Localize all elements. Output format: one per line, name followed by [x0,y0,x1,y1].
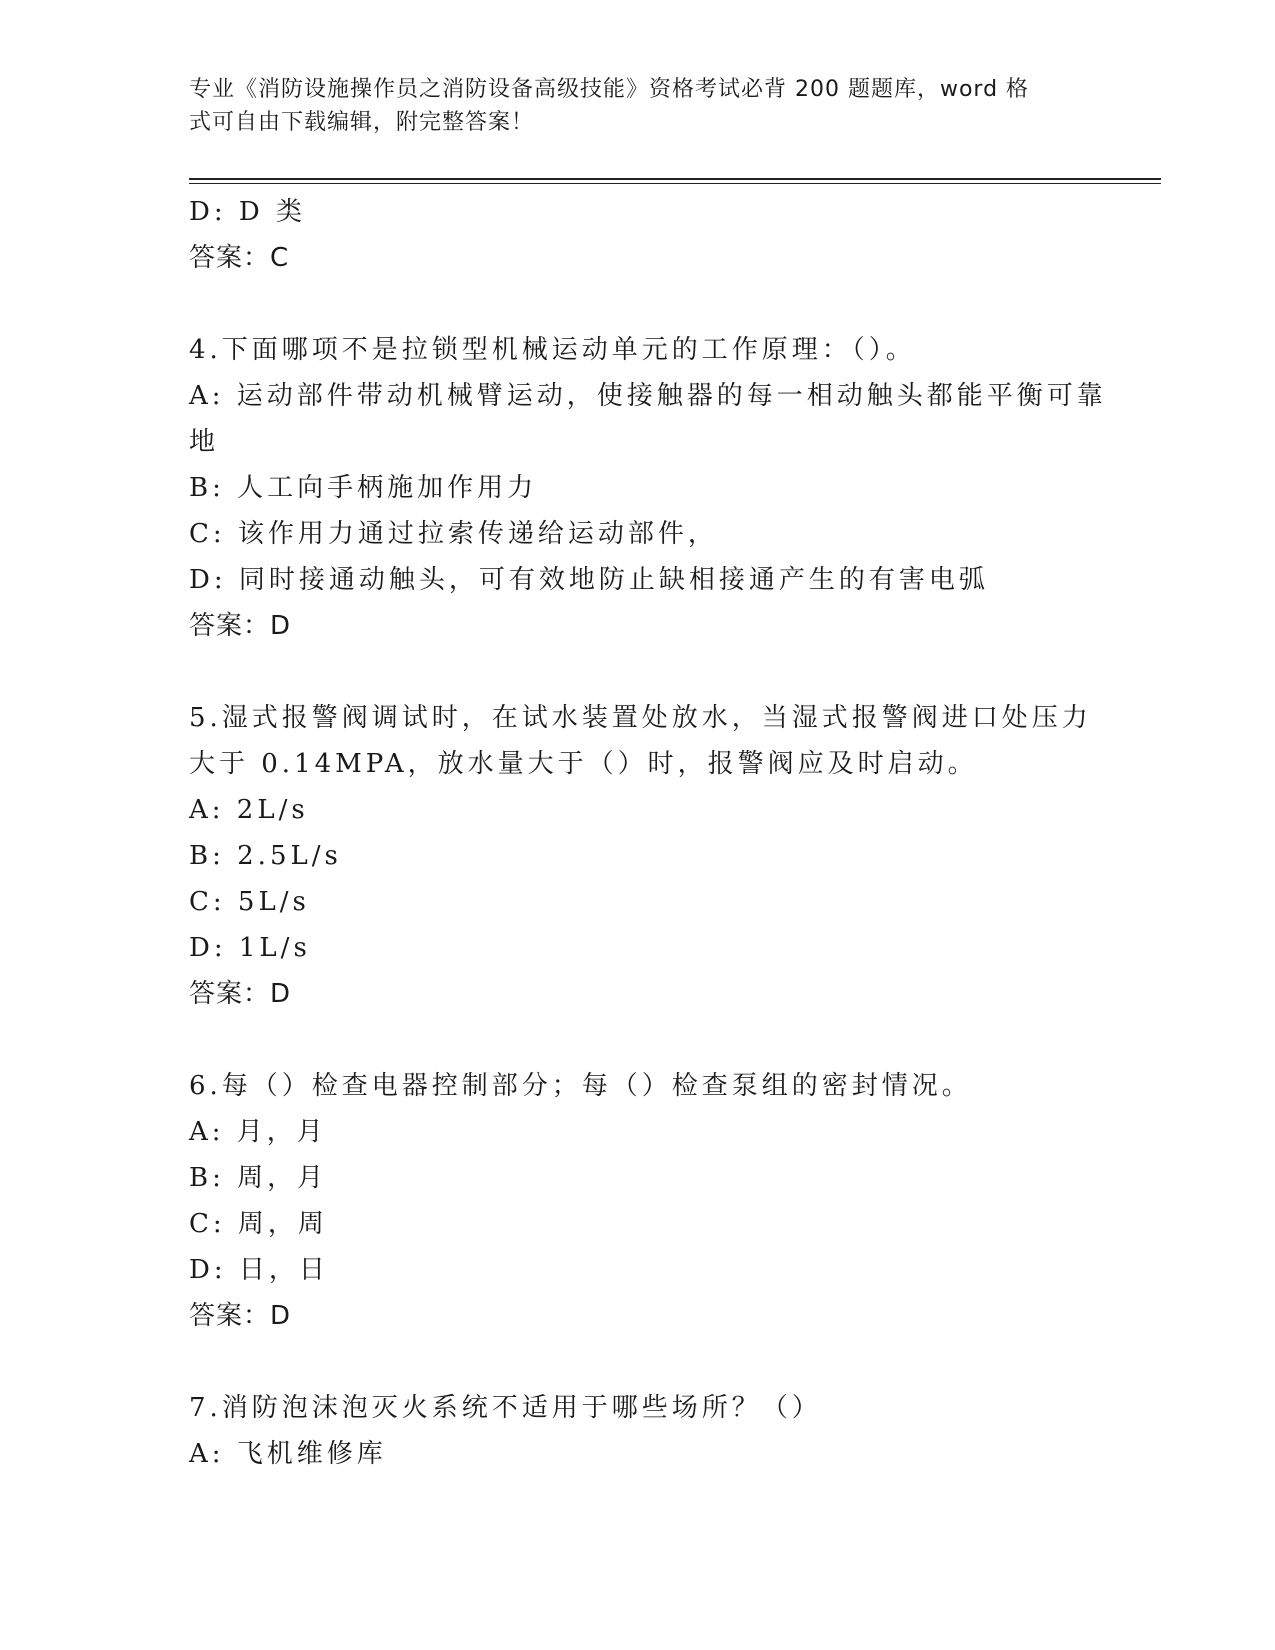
question-block-5 [189,695,1092,1017]
option-a: A: 月，月 [189,1117,327,1147]
spacer [189,1017,1089,1063]
question-text: 5.湿式报警阀调试时，在试水装置处放水，当湿式报警阀进口处压力 [189,703,1092,733]
option-c: C: 周，周 [189,1209,328,1239]
question-block-4 [189,327,1107,649]
answer-line: 答案：D [189,1301,292,1331]
option-a: A: 飞机维修库 [189,1439,387,1469]
option-d: D: D 类 [189,197,306,227]
question-text: 7.消防泡沫泡灭火系统不适用于哪些场所？（） [189,1393,822,1423]
option-b: B: 周，月 [189,1163,328,1193]
option-d: D: 1L/s [189,933,311,963]
option-a: A: 2L/s [189,795,309,825]
option-d: D: 同时接通动触头，可有效地防止缺相接通产生的有害电弧 [189,565,989,595]
spacer [189,281,1089,327]
header-divider-thick [189,178,1161,180]
option-b: B: 人工向手柄施加作用力 [189,473,538,503]
question-list [189,189,1107,1477]
question-block-6 [189,1063,1089,1339]
answer-line: 答案：C [189,243,290,273]
question-text: 6.每（）检查电器控制部分；每（）检查泵组的密封情况。 [189,1071,972,1101]
option-a-continued: 地 [189,427,220,457]
spacer [189,649,1089,695]
option-a: A: 运动部件带动机械臂运动，使接触器的每一相动触头都能平衡可靠 [189,381,1107,411]
header-line-2: 式可自由下载编辑，附完整答案！ [189,110,535,135]
answer-line: 答案：D [189,979,292,1009]
option-b: B: 2.5L/s [189,841,342,871]
option-c: C: 该作用力通过拉索传递给运动部件， [189,519,718,549]
answer-line: 答案：D [189,611,292,641]
header-line-1: 专业《消防设施操作员之消防设备高级技能》资格考试必背 200 题题库，word 格 [189,77,1030,102]
option-c: C: 5L/s [189,887,310,917]
header-divider-thin [189,183,1161,184]
spacer [189,1339,1089,1385]
question-text: 4.下面哪项不是拉锁型机械运动单元的工作原理：（）。 [189,335,916,365]
option-d: D: 日，日 [189,1255,329,1285]
question-block-7 [189,1385,1089,1477]
question-block-3-tail [189,189,1089,281]
question-text-continued: 大于 0.14MPA，放水量大于（）时，报警阀应及时启动。 [189,749,978,779]
page-header [189,73,1089,139]
